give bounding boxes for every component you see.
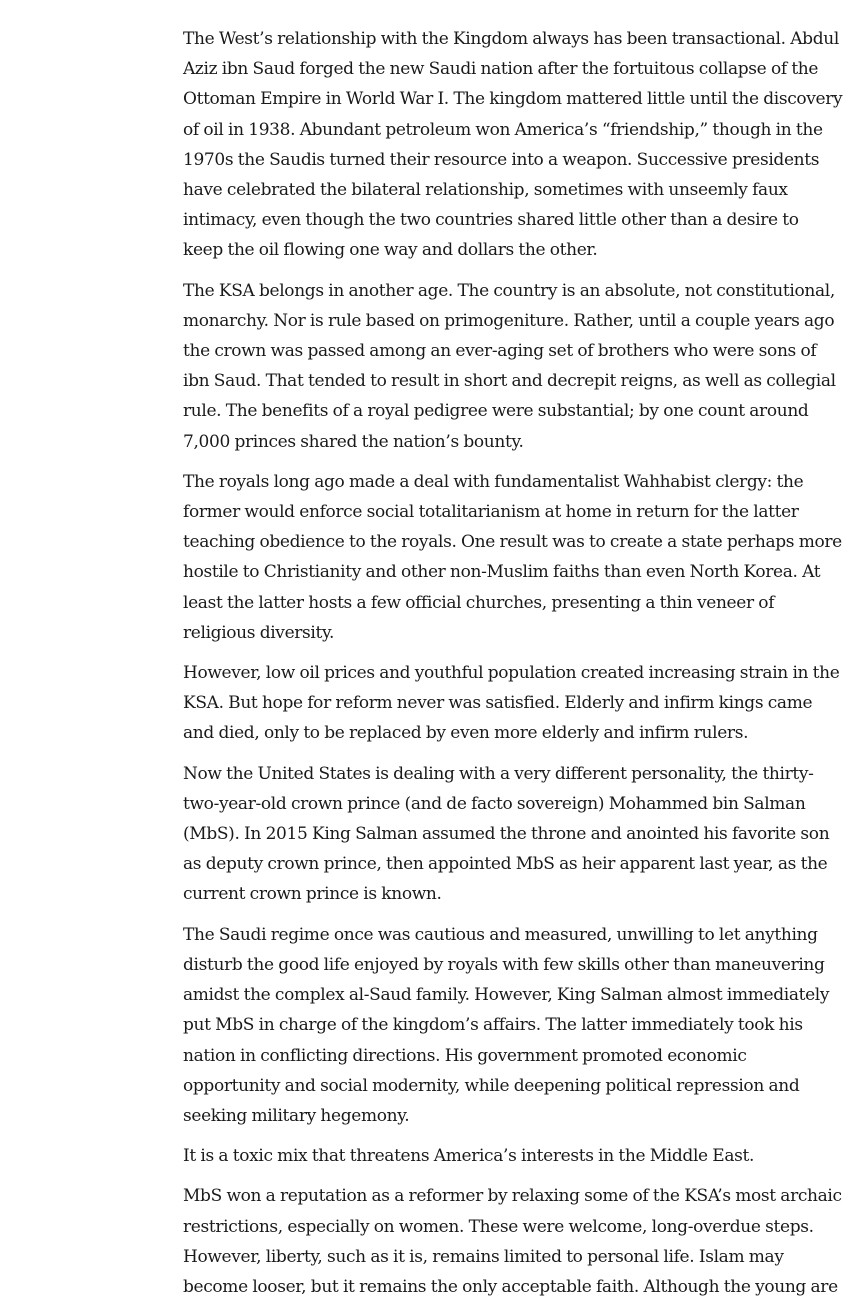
article-paragraph: It is a toxic mix that threatens America’s interests in the Middle East. [183,1146,755,1167]
article-paragraph: The royals long ago made a deal with fundamentalist Wahhabist clergy: the former would enforce social totalitarianism at home in return for the latter teaching obedience to the royals. One result was to create a state perhaps more hostile to Christianity and other non-Muslim faiths than even North Korea. At least the latter hosts a few official churches, presenting a thin veneer of religious diversity. [183,471,842,643]
article-body [183,24,843,1312]
article-paragraph: The KSA belongs in another age. The country is an absolute, not constitutional, monarchy. Nor is rule based on primogeniture. Rather, until a couple years ago the crown was passed among an ever-aging set of brothers who were sons of ibn Saud. That tended to result in short and decrepit reigns, as well as collegial rule. The benefits of a royal pedigree were substantial; by one count around 7,000 princes shared the nation’s bounty. [183,280,836,452]
article-paragraph: However, low oil prices and youthful population created increasing strain in the KSA. But hope for reform never was satisfied. Elderly and infirm kings came and died, only to be replaced by even more elderly and infirm rulers. [183,663,840,744]
article-paragraph: The West’s relationship with the Kingdom always has been transactional. Abdul Aziz ibn Saud forged the new Saudi nation after the fortuitous collapse of the Ottoman Empire in World War I. The kingdom mattered little until the discovery of oil in 1938. Abundant petroleum won America’s “friendship,” though in the 1970s the Saudis turned their resource into a weapon. Successive presidents have celebrated the bilateral relationship, sometimes with unseemly faux intimacy, even though the two countries shared little other than a desire to keep the oil flowing one way and dollars the other. [183,29,843,261]
article-paragraph: The Saudi regime once was cautious and measured, unwilling to let anything disturb the good life enjoyed by royals with few skills other than maneuvering amidst the complex al-Saud family. However, King Salman almost immediately put MbS in charge of the kingdom’s affairs. The latter immediately took his nation in conflicting directions. His government promoted economic opportunity and social modernity, while deepening political repression and seeking military hegemony. [183,924,830,1126]
article-paragraph: MbS won a reputation as a reformer by relaxing some of the KSA’s most archaic restrictions, especially on women. These were welcome, long-overdue steps. However, liberty, such as it is, remains limited to personal life. Islam may become looser, but it remains the only acceptable faith. Although the young are [183,1186,842,1297]
article-paragraph: Now the United States is dealing with a very different personality, the thirty-two-year-old crown prince (and de facto sovereign) Mohammed bin Salman (MbS). In 2015 King Salman assumed the throne and anointed his favorite son as deputy crown prince, then appointed MbS as heir apparent last year, as the current crown prince is known. [183,763,830,905]
